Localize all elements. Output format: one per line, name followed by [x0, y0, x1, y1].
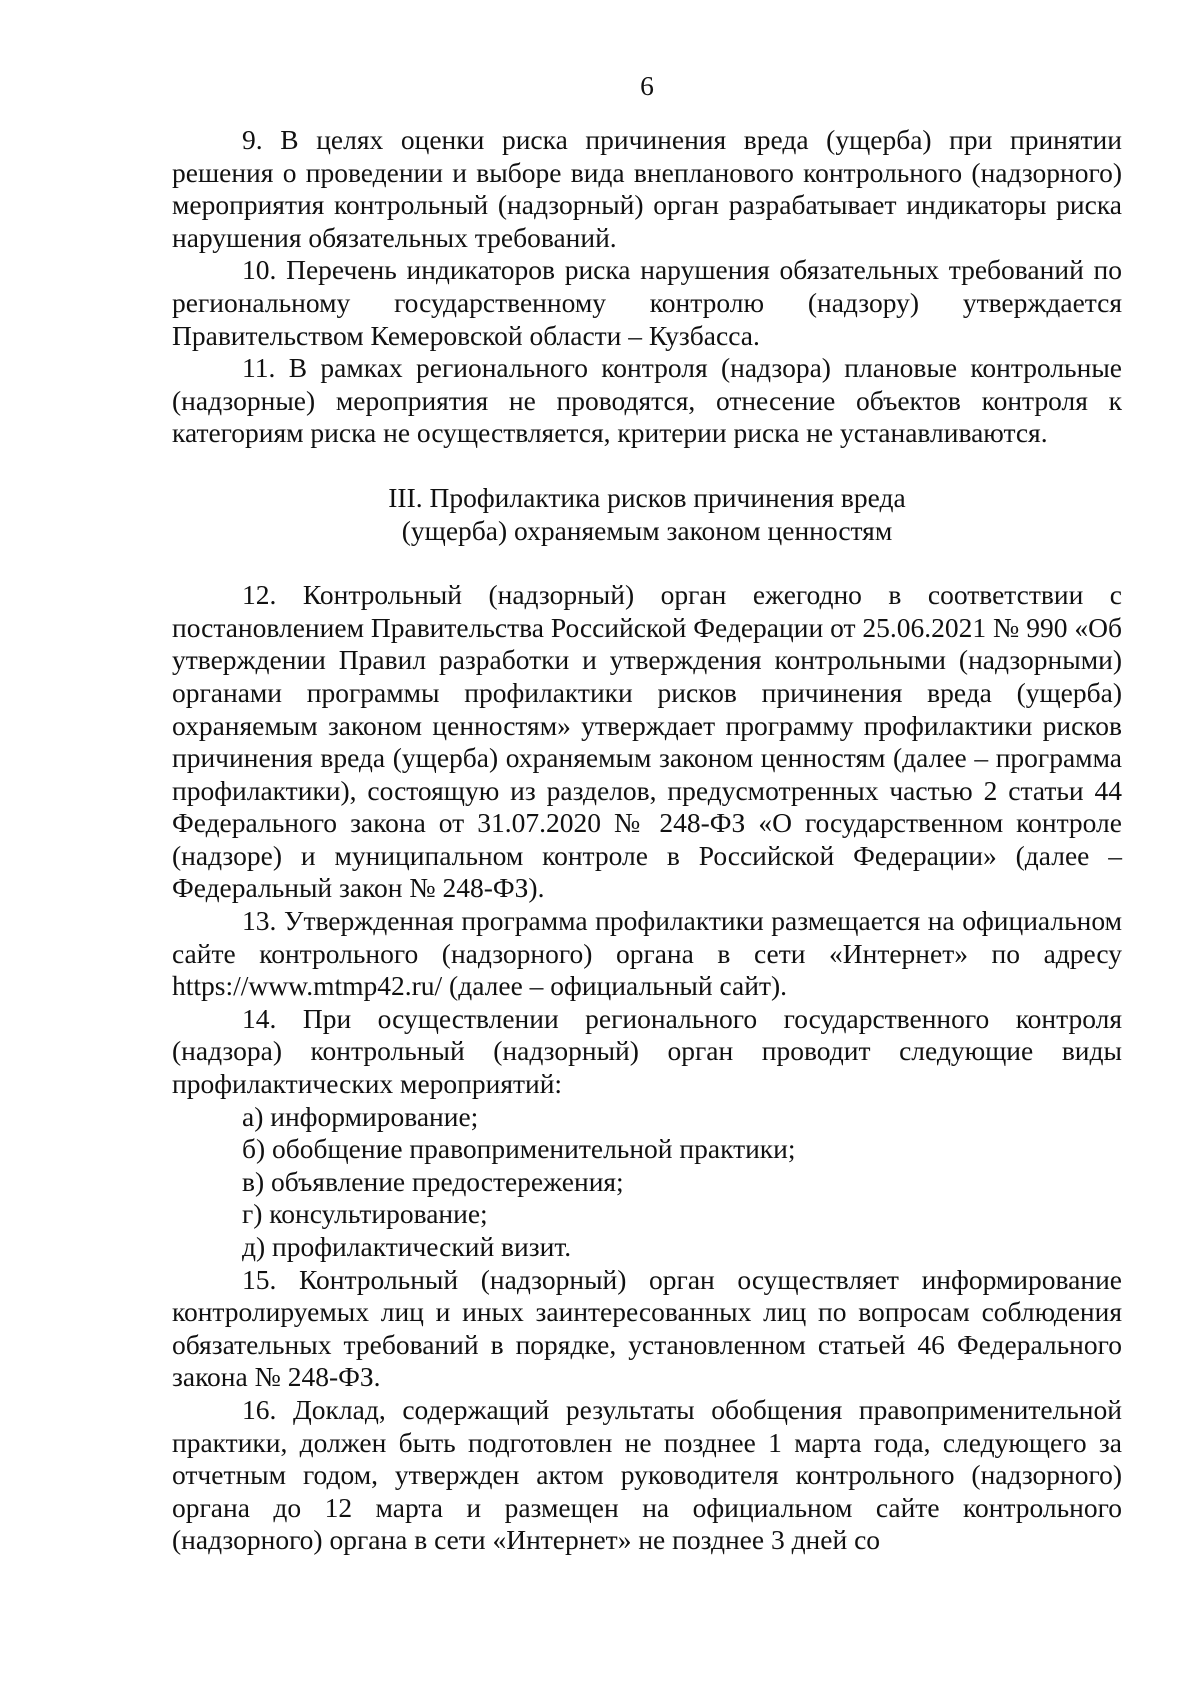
- paragraph-10: 10. Перечень индикаторов риска нарушения обязательных требований по региональному государственному контролю (надзору) утверждается Правительством Кемеровской области – Кузбасса.: [172, 254, 1122, 351]
- paragraph-13: 13. Утвержденная программа профилактики размещается на официальном сайте контрольного (надзорного) органа в сети «Интернет» по адресу https://www.mtmp42.ru/ (далее – официальный сайт).: [172, 905, 1122, 1002]
- document-page: [172, 70, 1122, 1557]
- paragraph-9: 9. В целях оценки риска причинения вреда (ущерба) при принятии решения о проведении и выборе вида внепланового контрольного (надзорного) мероприятия контрольный (надзорный) орган разрабатывает индикаторы риска нарушения обязательных требований.: [172, 124, 1122, 253]
- paragraph-14: 14. При осуществлении регионального государственного контроля (надзора) контрольный (надзорный) орган проводит следующие виды профилактических мероприятий:: [172, 1002, 1122, 1100]
- list-item-b: б) обобщение правоприменительной практики;: [242, 1133, 796, 1165]
- paragraph-16: 16. Доклад, содержащий результаты обобщения правоприменительной практики, должен быть подготовлен не позднее 1 марта года, следующего за отчетным годом, утвержден актом руководителя контрольного (надзорного) органа до 12 марта и размещен на официальном сайте контрольного (надзорного) органа в сети «Интернет» не позднее 3 дней со: [172, 1393, 1122, 1556]
- list-item-g: г) консультирование;: [242, 1198, 488, 1230]
- section-heading-line-2: (ущерба) охраняемым законом ценностям: [401, 514, 893, 546]
- paragraph-11: 11. В рамках регионального контроля (надзора) плановые контрольные (надзорные) мероприятия не проводятся, отнесение объектов контроля к категориям риска не осуществляется, критерии риска не устанавливаются.: [172, 352, 1122, 449]
- section-heading-line-1: III. Профилактика рисков причинения вреда: [388, 481, 906, 513]
- list-item-a: а) информирование;: [242, 1100, 479, 1132]
- page-number: 6: [640, 70, 654, 101]
- list-item-d: д) профилактический визит.: [242, 1231, 572, 1262]
- paragraph-15: 15. Контрольный (надзорный) орган осуществляет информирование контролируемых лиц и иных заинтересованных лиц по вопросам соблюдения обязательных требований в порядке, установленном статьей 46 Федерального закона № 248-ФЗ.: [172, 1263, 1122, 1393]
- section-heading: [172, 482, 1122, 547]
- paragraph-12: 12. Контрольный (надзорный) орган ежегодно в соответствии с постановлением Правительства Российской Федерации от 25.06.2021 № 990 «Об утверждении Правил разработки и утверждения контрольными (надзорными) органами программы профилактики рисков причинения вреда (ущерба) охраняемым законом ценностям» утверждает программу профилактики рисков причинения вреда (ущерба) охраняемым законом ценностям (далее – программа профилактики), состоящую из разделов, предусмотренных частью 2 статьи 44 Федерального закона от 31.07.2020 № 248-ФЗ «О государственном контроле (надзоре) и муниципальном контроле в Российской Федерации» (далее – Федеральный закон № 248-ФЗ).: [172, 579, 1122, 904]
- list-item-v: в) объявление предостережения;: [242, 1165, 624, 1197]
